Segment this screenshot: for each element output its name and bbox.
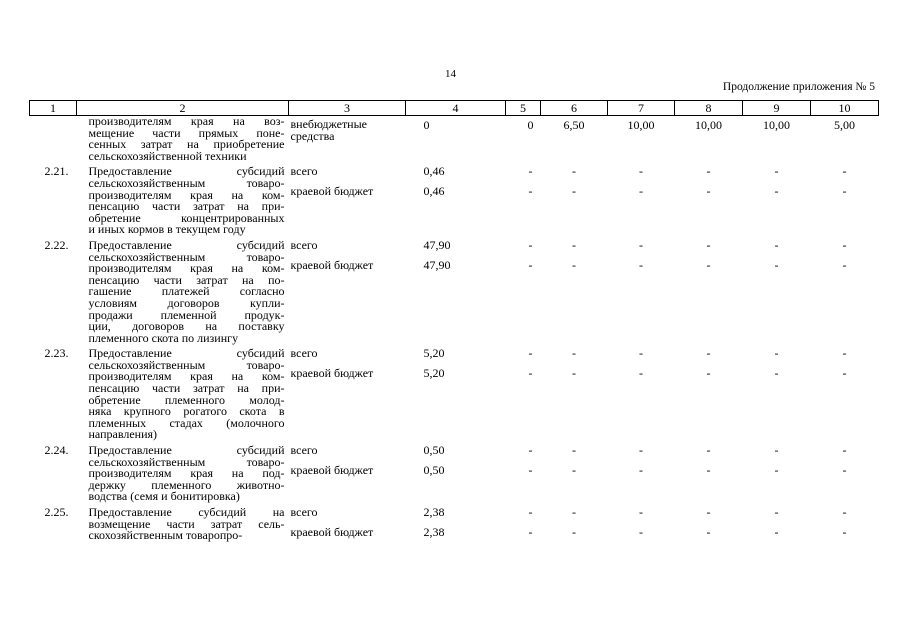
value: -	[572, 237, 576, 252]
value-cell	[675, 503, 743, 542]
value-cell	[608, 236, 675, 344]
value-cell	[743, 162, 811, 236]
funding-source-label: всего	[290, 346, 318, 361]
value-cell	[541, 344, 608, 441]
value: 0,50	[423, 463, 445, 478]
value-cell	[811, 441, 879, 503]
value-cell	[406, 116, 506, 163]
value-cell	[506, 116, 541, 163]
funding-source-label: всего	[290, 164, 318, 179]
funding-source	[289, 344, 406, 441]
item-description	[77, 162, 289, 236]
description-line: производителям края на ком-	[88, 187, 285, 202]
value: -	[774, 525, 779, 539]
value: -	[528, 443, 533, 458]
description-line: производителям края на ком-	[88, 369, 285, 384]
value: -	[528, 257, 533, 272]
value-cell	[675, 236, 743, 344]
value: -	[639, 257, 643, 272]
value: -	[639, 237, 643, 252]
funding-source-label: всего	[290, 237, 318, 252]
value: -	[572, 366, 576, 381]
value-cell	[743, 116, 811, 163]
value: 6,50	[563, 118, 585, 132]
description-line: сельскохозяйственной техники	[88, 148, 247, 163]
value: 2,38	[423, 505, 445, 519]
funding-source-label: краевой бюджет	[290, 463, 374, 478]
value-cell	[608, 503, 675, 542]
value: -	[528, 164, 533, 179]
description-line: обретение концентрированных	[88, 210, 285, 225]
table-row	[30, 344, 879, 441]
value: -	[528, 346, 533, 361]
description-line: няка крупного рогатого скота в	[88, 404, 285, 419]
value-cell	[506, 162, 541, 236]
description-line: Предоставление субсидий	[88, 237, 285, 252]
value: -	[774, 443, 779, 458]
value: -	[528, 505, 533, 519]
value: -	[639, 164, 643, 179]
value: -	[706, 257, 711, 272]
value: -	[639, 443, 643, 458]
value-cell	[675, 116, 743, 163]
value: -	[842, 463, 847, 478]
value: 47,90	[423, 237, 451, 252]
value: 0	[423, 118, 430, 132]
description-line: возмещение части затрат сель-	[88, 516, 285, 531]
value: -	[639, 366, 643, 381]
value-cell	[506, 236, 541, 344]
item-description	[77, 236, 289, 344]
value: -	[706, 184, 711, 199]
value: -	[528, 463, 533, 478]
value-cell	[406, 503, 506, 542]
value: -	[706, 505, 711, 519]
description-line: племенного скота по лизингу	[88, 330, 239, 345]
value: -	[706, 237, 711, 252]
value: -	[572, 164, 576, 179]
value: -	[528, 525, 533, 539]
item-number: 2.24.	[44, 443, 69, 458]
value-cell	[541, 441, 608, 503]
value: 0,46	[423, 184, 445, 199]
value-cell	[675, 344, 743, 441]
value: -	[528, 184, 533, 199]
item-number	[30, 116, 77, 163]
value: -	[774, 164, 779, 179]
value: 5,00	[834, 118, 855, 132]
value: -	[572, 443, 576, 458]
item-description	[77, 116, 289, 163]
value: 10,00	[695, 118, 722, 132]
value-cell	[406, 236, 506, 344]
value: -	[639, 505, 643, 519]
funding-source	[289, 162, 406, 236]
table-row	[30, 441, 879, 503]
description-line: пенсацию части затрат на при-	[88, 199, 285, 214]
column-header: 3	[289, 101, 406, 116]
column-header: 5	[506, 101, 541, 116]
value: 0,50	[423, 443, 445, 458]
value: -	[842, 525, 847, 539]
appendix-continuation-label: Продолжение приложения № 5	[722, 81, 875, 93]
value-cell	[811, 503, 879, 542]
value: -	[774, 366, 779, 381]
value: -	[706, 463, 711, 478]
column-header: 8	[675, 101, 743, 116]
value: -	[572, 505, 576, 519]
column-header: 1	[30, 101, 77, 116]
table-row	[30, 162, 879, 236]
value-cell	[506, 441, 541, 503]
value-cell	[811, 162, 879, 236]
value: -	[572, 525, 576, 539]
budget-table	[29, 100, 879, 542]
value-cell	[608, 344, 675, 441]
funding-source-label: краевой бюджет	[290, 257, 374, 272]
page-number: 14	[445, 68, 456, 80]
value-cell	[406, 441, 506, 503]
description-line: направления)	[88, 427, 158, 442]
value-cell	[406, 344, 506, 441]
value-cell	[675, 441, 743, 503]
value-cell	[811, 344, 879, 441]
value: -	[528, 237, 533, 252]
description-line: условиям договоров купли-	[88, 295, 285, 310]
table-row	[30, 116, 879, 163]
description-line: сельскохозяйственным товаро-	[88, 175, 285, 190]
value-cell	[541, 162, 608, 236]
value: 5,20	[423, 346, 445, 361]
value: -	[774, 257, 779, 272]
description-line: Предоставление субсидий	[88, 443, 285, 458]
description-line: ции, договоров на поставку	[88, 319, 285, 334]
value: -	[842, 366, 847, 381]
column-header: 4	[406, 101, 506, 116]
value: -	[639, 346, 643, 361]
funding-source-label: всего	[290, 505, 318, 519]
value-cell	[743, 503, 811, 542]
value: 2,38	[423, 525, 445, 539]
value-cell	[541, 236, 608, 344]
value: -	[572, 184, 576, 199]
value: -	[572, 346, 576, 361]
description-line: гашение платежей согласно	[88, 284, 285, 299]
item-description	[77, 441, 289, 503]
item-number: 2.22.	[44, 237, 69, 252]
value: -	[842, 164, 847, 179]
item-number: 2.21.	[44, 164, 69, 179]
value: 5,20	[423, 366, 445, 381]
value: -	[774, 346, 779, 361]
value: -	[639, 525, 643, 539]
value: -	[706, 346, 711, 361]
value: -	[774, 184, 779, 199]
funding-source	[289, 441, 406, 503]
value: 47,90	[423, 257, 451, 272]
funding-source	[289, 236, 406, 344]
value: -	[842, 257, 847, 272]
value-cell	[743, 344, 811, 441]
value: -	[639, 463, 643, 478]
description-line: пенсацию части затрат на по-	[88, 272, 285, 287]
value-cell	[506, 344, 541, 441]
item-description	[77, 344, 289, 441]
item-number: 2.25.	[44, 505, 69, 519]
value: -	[706, 525, 711, 539]
description-line: племенных стадах (молочного	[88, 415, 285, 430]
description-line: производителям края на ком-	[88, 261, 285, 276]
funding-source-label: внебюджетные средства	[290, 117, 367, 143]
description-line: сельскохозяйственным товаро-	[88, 454, 285, 469]
funding-source-label: краевой бюджет	[290, 525, 374, 539]
column-header: 7	[608, 101, 675, 116]
description-line: обретение племенного молод-	[88, 392, 285, 407]
value: 10,00	[627, 118, 655, 132]
description-line: сенных затрат на приобретение	[88, 137, 285, 152]
value-cell	[406, 162, 506, 236]
column-header: 6	[541, 101, 608, 116]
value: -	[528, 366, 533, 381]
description-line: сельскохозяйственным товаро-	[88, 249, 285, 264]
description-line: производителям края на воз-	[88, 114, 285, 128]
description-line: производителям края на под-	[88, 466, 285, 481]
value: -	[842, 184, 847, 199]
column-header: 2	[77, 101, 289, 116]
column-header: 9	[743, 101, 811, 116]
value-cell	[541, 116, 608, 163]
value: 0,46	[423, 164, 445, 179]
value: -	[706, 366, 711, 381]
description-line: и иных кормов в текущем году	[88, 222, 246, 237]
description-line: Предоставление субсидий	[88, 346, 285, 361]
value-cell	[743, 236, 811, 344]
value-cell	[506, 503, 541, 542]
value: -	[842, 346, 847, 361]
value-cell	[811, 236, 879, 344]
description-line: продажи племенной продук-	[88, 307, 285, 322]
value-cell	[743, 441, 811, 503]
table-body	[30, 116, 879, 542]
value: -	[774, 505, 779, 519]
description-line: Предоставление субсидий	[88, 164, 285, 179]
value: -	[706, 443, 711, 458]
column-header: 10	[811, 101, 879, 116]
description-line: пенсацию части затрат на при-	[88, 381, 285, 396]
value-cell	[811, 116, 879, 163]
description-line: сельскохозяйственным товаро-	[88, 357, 285, 372]
value: 10,00	[763, 118, 790, 132]
value-cell	[675, 162, 743, 236]
value: -	[842, 443, 847, 458]
value: 0	[527, 118, 534, 132]
description-line: мещение части прямых поне-	[88, 125, 285, 140]
table-row	[30, 236, 879, 344]
funding-source-label: краевой бюджет	[290, 366, 374, 381]
funding-source	[289, 503, 406, 542]
value: -	[572, 463, 576, 478]
value-cell	[608, 441, 675, 503]
description-line: Предоставление субсидий на	[88, 505, 285, 519]
description-line: скохозяйственным товаропро-	[88, 528, 243, 543]
item-number: 2.23.	[44, 346, 69, 361]
value-cell	[608, 116, 675, 163]
funding-source-label: краевой бюджет	[290, 184, 374, 199]
value: -	[706, 164, 711, 179]
funding-source-label: всего	[290, 443, 318, 458]
value: -	[842, 237, 847, 252]
description-line: держку племенного животно-	[88, 477, 285, 492]
value: -	[639, 184, 643, 199]
value: -	[774, 237, 779, 252]
value-cell	[608, 162, 675, 236]
table-row	[30, 503, 879, 542]
value: -	[774, 463, 779, 478]
item-description	[77, 503, 289, 542]
value: -	[842, 505, 847, 519]
value: -	[572, 257, 576, 272]
description-line: водства (семя и бонитировка)	[88, 489, 240, 504]
value-cell	[541, 503, 608, 542]
funding-source	[289, 116, 406, 163]
